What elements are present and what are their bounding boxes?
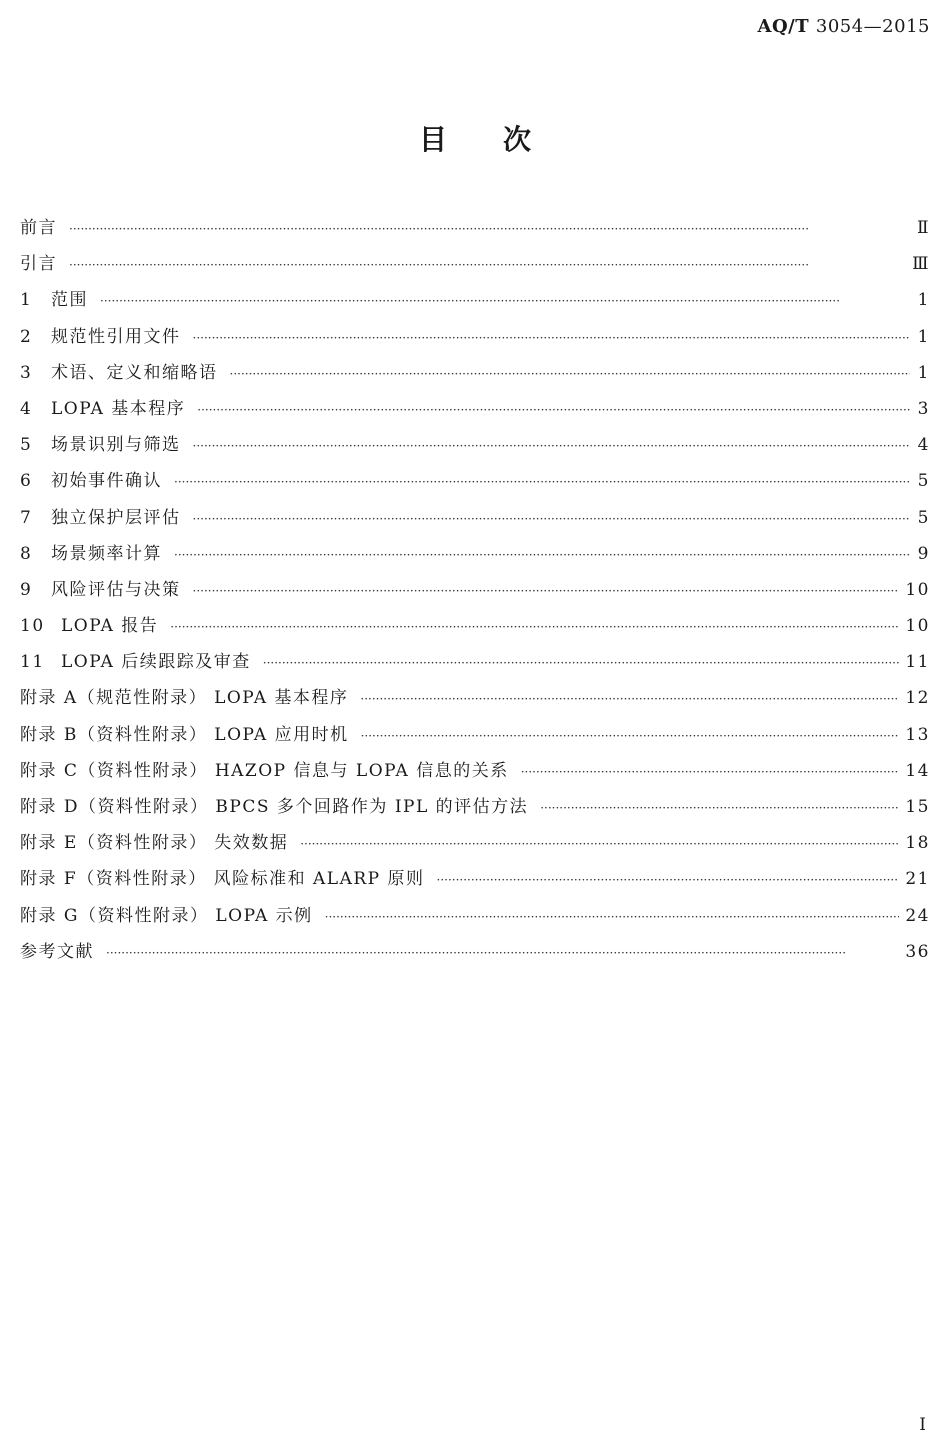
toc-leader-dots bbox=[325, 910, 900, 924]
toc-entry-page: 4 bbox=[917, 435, 930, 456]
toc-entry-page: 24 bbox=[905, 905, 930, 926]
toc-entry-number: 9 bbox=[20, 579, 33, 600]
toc-entry-page: 36 bbox=[905, 941, 930, 962]
toc-entry-appendix-d[interactable] bbox=[20, 792, 930, 828]
toc-entry-label: 附录 B（资料性附录） LOPA 应用时机 bbox=[20, 724, 349, 745]
toc-leader-dots bbox=[174, 548, 910, 562]
toc-entry-page: 15 bbox=[905, 797, 930, 817]
toc-entry-page: 10 bbox=[905, 616, 930, 637]
toc-entry-label: 附录 C（资料性附录） HAZOP 信息与 LOPA 信息的关系 bbox=[20, 760, 509, 781]
toc-entry-number: 2 bbox=[20, 326, 33, 347]
toc-entry-bibliography[interactable] bbox=[20, 937, 930, 973]
toc-entry-label: 独立保护层评估 bbox=[51, 507, 181, 528]
toc-entry-page: 10 bbox=[905, 579, 930, 600]
toc-entry-label: 附录 G（资料性附录） LOPA 示例 bbox=[20, 905, 313, 926]
toc-entry-appendix-e[interactable] bbox=[20, 828, 930, 864]
toc-entry-page: 3 bbox=[917, 398, 930, 419]
toc-entry-lopa-followup[interactable] bbox=[20, 647, 930, 683]
toc-entry-page: 5 bbox=[917, 507, 930, 528]
toc-entry-number: 7 bbox=[20, 507, 33, 528]
toc-entry-risk-assessment[interactable] bbox=[20, 575, 930, 611]
toc-leader-dots bbox=[106, 946, 899, 960]
toc-leader-dots bbox=[193, 331, 911, 345]
toc-entry-terms-definitions[interactable] bbox=[20, 358, 930, 394]
toc-entry-appendix-c[interactable] bbox=[20, 756, 930, 792]
toc-entry-label: 术语、定义和缩略语 bbox=[51, 362, 218, 383]
toc-leader-dots bbox=[69, 222, 910, 236]
toc-entry-page: 13 bbox=[905, 724, 930, 745]
toc-leader-dots bbox=[69, 258, 906, 272]
toc-leader-dots bbox=[197, 403, 910, 417]
toc-entry-appendix-a[interactable] bbox=[20, 683, 930, 719]
toc-entry-number: 3 bbox=[20, 362, 33, 383]
toc-leader-dots bbox=[100, 294, 910, 308]
toc-leader-dots bbox=[263, 656, 900, 670]
toc-leader-dots bbox=[170, 620, 899, 634]
toc-leader-dots bbox=[540, 801, 899, 815]
toc-leader-dots bbox=[193, 584, 900, 598]
toc-entry-page: 1 bbox=[917, 326, 930, 347]
toc-entry-label: 参考文献 bbox=[20, 941, 94, 962]
page-number: Ⅰ bbox=[919, 1415, 926, 1435]
toc-entry-appendix-f[interactable] bbox=[20, 864, 930, 900]
toc-leader-dots bbox=[437, 873, 900, 887]
toc-entry-page: 12 bbox=[905, 688, 930, 709]
toc-leader-dots bbox=[521, 765, 900, 779]
toc-leader-dots bbox=[230, 367, 911, 381]
toc-entry-page: 9 bbox=[917, 543, 930, 564]
toc-entry-label: 风险评估与决策 bbox=[51, 579, 181, 600]
toc-entry-number: 11 bbox=[20, 652, 45, 673]
toc-entry-page: Ⅱ bbox=[916, 218, 930, 238]
toc-leader-dots bbox=[361, 729, 900, 743]
toc-entry-number: 1 bbox=[20, 290, 33, 311]
toc-entry-label: 范围 bbox=[51, 290, 88, 311]
toc-entry-scenario-identification[interactable] bbox=[20, 430, 930, 466]
toc-entry-label: 场景频率计算 bbox=[51, 543, 162, 564]
toc-entry-page: 5 bbox=[917, 471, 930, 492]
table-of-contents bbox=[20, 213, 930, 973]
toc-entry-page: Ⅲ bbox=[912, 254, 930, 275]
toc-entry-number: 4 bbox=[20, 398, 33, 419]
toc-entry-scope[interactable] bbox=[20, 285, 930, 321]
toc-entry-label: 附录 A（规范性附录） LOPA 基本程序 bbox=[20, 688, 349, 709]
toc-entry-page: 1 bbox=[917, 290, 930, 311]
toc-entry-page: 18 bbox=[905, 833, 930, 854]
toc-entry-page: 21 bbox=[905, 869, 930, 890]
toc-entry-label: 初始事件确认 bbox=[51, 471, 162, 492]
standard-code-prefix: AQ/T bbox=[757, 16, 816, 37]
toc-leader-dots bbox=[360, 692, 899, 706]
toc-entry-appendix-g[interactable] bbox=[20, 901, 930, 937]
toc-entry-appendix-b[interactable] bbox=[20, 720, 930, 756]
toc-entry-page: 14 bbox=[905, 760, 930, 781]
toc-entry-introduction[interactable] bbox=[20, 249, 930, 285]
toc-leader-dots bbox=[300, 837, 899, 851]
toc-entry-label: LOPA 报告 bbox=[61, 616, 159, 637]
toc-entry-number: 5 bbox=[20, 435, 33, 456]
toc-entry-scenario-frequency[interactable] bbox=[20, 539, 930, 575]
toc-entry-label: 场景识别与筛选 bbox=[51, 435, 181, 456]
toc-entry-number: 6 bbox=[20, 471, 33, 492]
standard-code bbox=[757, 16, 930, 37]
toc-entry-label: 附录 F（资料性附录） 风险标准和 ALARP 原则 bbox=[20, 869, 425, 890]
toc-entry-label: LOPA 后续跟踪及审查 bbox=[61, 652, 251, 673]
toc-entry-number: 10 bbox=[20, 616, 45, 637]
toc-entry-normative-references[interactable] bbox=[20, 322, 930, 358]
toc-entry-label: 规范性引用文件 bbox=[51, 326, 181, 347]
toc-entry-page: 1 bbox=[917, 362, 930, 383]
page-title: 目次 bbox=[418, 123, 587, 156]
toc-entry-foreword[interactable] bbox=[20, 213, 930, 249]
toc-entry-initiating-event[interactable] bbox=[20, 466, 930, 502]
toc-entry-label: 附录 E（资料性附录） 失效数据 bbox=[20, 833, 289, 854]
toc-entry-label: 前言 bbox=[20, 218, 57, 238]
toc-entry-label: 附录 D（资料性附录） BPCS 多个回路作为 IPL 的评估方法 bbox=[20, 797, 529, 817]
toc-leader-dots bbox=[193, 439, 911, 453]
toc-entry-lopa-basic-procedure[interactable] bbox=[20, 394, 930, 430]
toc-entry-ipl-assessment[interactable] bbox=[20, 503, 930, 539]
toc-entry-label: 引言 bbox=[20, 254, 57, 275]
toc-entry-label: LOPA 基本程序 bbox=[51, 398, 186, 419]
standard-code-number: 3054—2015 bbox=[815, 16, 930, 37]
toc-entry-number: 8 bbox=[20, 543, 33, 564]
toc-entry-lopa-report[interactable] bbox=[20, 611, 930, 647]
toc-leader-dots bbox=[174, 475, 910, 489]
toc-entry-page: 11 bbox=[905, 652, 930, 673]
toc-leader-dots bbox=[193, 512, 911, 526]
